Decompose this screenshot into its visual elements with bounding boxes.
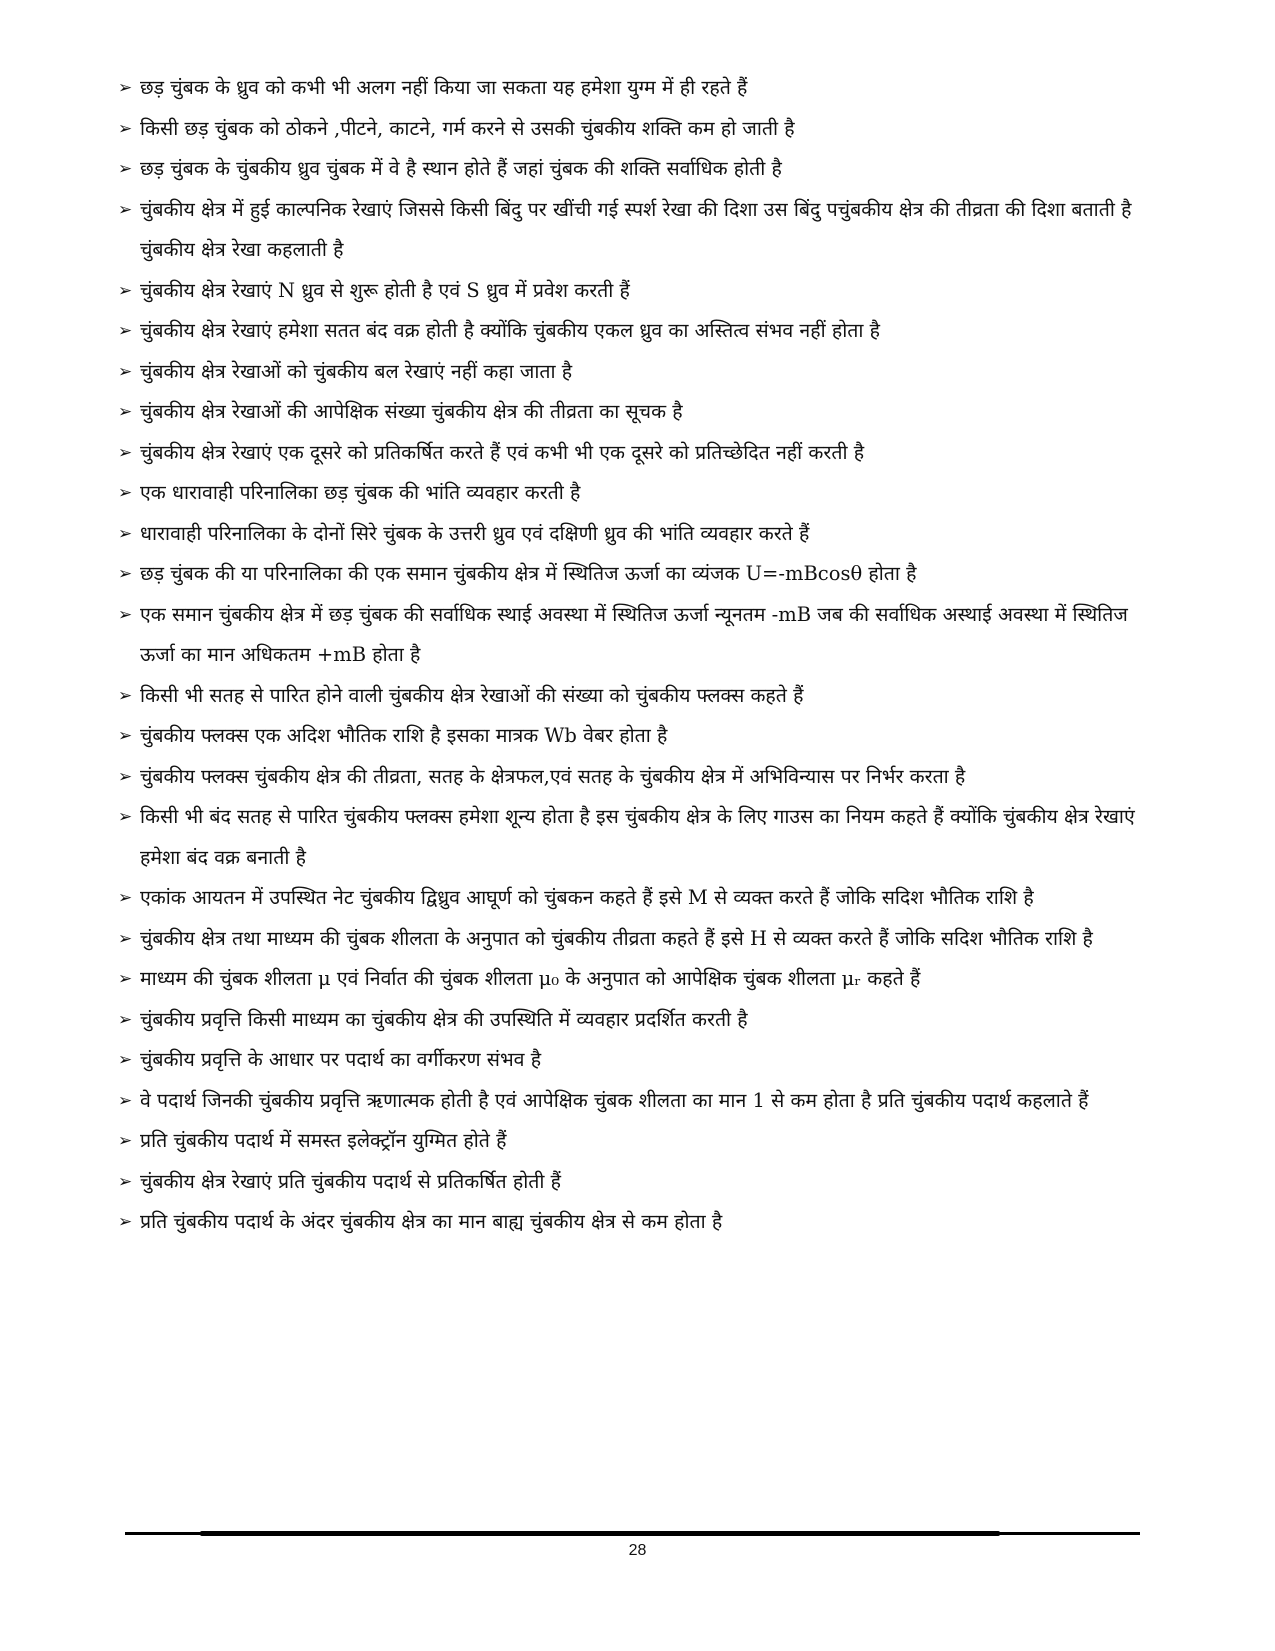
arrow-bullet-icon: ➢ (118, 1009, 133, 1030)
bullet-text: चुंबकीय क्षेत्र रेखाएं हमेशा सतत बंद वक्र होती है क्योंकि चुंबकीय एकल ध्रुव का अस्तित्व संभव नहीं होता है (140, 319, 880, 342)
arrow-bullet-icon: ➢ (118, 1131, 133, 1151)
bullet-text: एकांक आयतन में उपस्थित नेट चुंबकीय द्विध्रुव आघूर्ण को चुंबकन कहते हैं इसे M से व्यक्त करते हैं जोकि सदिश भौतिक राशि है (140, 886, 1034, 909)
bullet-text: धारावाही परिनालिका के दोनों सिरे चुंबक के उत्तरी ध्रुव एवं दक्षिणी ध्रुव की भांति व्यवहार करते हैं (140, 521, 810, 545)
bullet-text: किसी भी बंद सतह से पारित चुंबकीय फ्लक्स हमेशा शून्य होता है इस चुंबकीय क्षेत्र के लिए गाउस का नियम कहते हैं क्योंकि चुंबकीय क्षेत्र रेखाएं हमेशा बंद वक्र बनाती है (140, 805, 1135, 869)
bullet-item (118, 1121, 1168, 1162)
bullet-text: चुंबकीय क्षेत्र रेखाओं को चुंबकीय बल रेखाएं नहीं कहा जाता है (140, 359, 573, 383)
bullet-text: चुंबकीय फ्लक्स चुंबकीय क्षेत्र की तीव्रता, सतह के क्षेत्रफल,एवं सतह के चुंबकीय क्षेत्र में अभिविन्यास पर निर्भर करता है (140, 764, 966, 788)
bullet-item (118, 514, 1168, 555)
arrow-bullet-icon: ➢ (118, 199, 133, 220)
bullet-text: एक समान चुंबकीय क्षेत्र में छड़ चुंबक की सर्वाधिक स्थाई अवस्था में स्थितिज ऊर्जा न्यूनतम -mB जब की सर्वाधिक अस्थाई अवस्था में स्थितिज ऊर्जा का मान अधिकतम +mB होता है (140, 602, 1128, 666)
bullet-text: चुंबकीय क्षेत्र में हुई काल्पनिक रेखाएं जिससे किसी बिंदु पर खींची गई स्पर्श रेखा की दिशा उस बिंदु पचुंबकीय क्षेत्र की तीव्रता की दिशा बताती है चुंबकीय क्षेत्र रेखा कहलाती है (140, 197, 1132, 261)
arrow-bullet-icon: ➢ (118, 78, 133, 98)
bullet-text: छड़ चुंबक की या परिनालिका की एक समान चुंबकीय क्षेत्र में स्थितिज ऊर्जा का व्यंजक U=-mBcosθ होता है (140, 562, 917, 585)
arrow-bullet-icon: ➢ (118, 807, 133, 827)
bullet-item (118, 1000, 1168, 1041)
bullet-item (118, 757, 1168, 798)
bullet-item (118, 190, 1168, 271)
bullet-item (118, 433, 1168, 474)
bullet-item (118, 959, 1168, 1000)
bullet-text: किसी भी सतह से पारित होने वाली चुंबकीय क्षेत्र रेखाओं की संख्या को चुंबकीय फ्लक्स कहते हैं (140, 683, 804, 707)
bullet-text: प्रति चुंबकीय पदार्थ में समस्त इलेक्ट्रॉन युग्मित होते हैं (140, 1129, 507, 1152)
bullet-text: चुंबकीय क्षेत्र रेखाएं N ध्रुव से शुरू होती है एवं S ध्रुव में प्रवेश करती हैं (140, 278, 630, 302)
bullet-text: माध्यम की चुंबक शीलता μ एवं निर्वात की चुंबक शीलता μ₀ के अनुपात को आपेक्षिक चुंबक शीलता μᵣ कहते हैं (140, 967, 921, 990)
bullet-item (118, 392, 1168, 433)
bullet-item (118, 676, 1168, 717)
arrow-bullet-icon: ➢ (118, 483, 133, 503)
bullet-text: चुंबकीय प्रवृत्ति के आधार पर पदार्थ का वर्गीकरण संभव है (140, 1048, 542, 1071)
bullet-item (118, 311, 1168, 352)
bullet-text: प्रति चुंबकीय पदार्थ के अंदर चुंबकीय क्षेत्र का मान बाह्य चुंबकीय क्षेत्र से कम होता है (140, 1210, 723, 1233)
bullet-item (118, 352, 1168, 393)
page-number: 28 (628, 1542, 647, 1559)
bullet-item (118, 554, 1168, 595)
bullet-item (118, 1040, 1168, 1081)
footer-divider-accent (200, 1531, 1000, 1536)
bullet-list (118, 68, 1168, 1243)
arrow-bullet-icon: ➢ (118, 766, 133, 787)
arrow-bullet-icon: ➢ (118, 159, 133, 179)
bullet-item (118, 1081, 1168, 1122)
arrow-bullet-icon: ➢ (118, 442, 133, 463)
bullet-text: वे पदार्थ जिनकी चुंबकीय प्रवृत्ति ऋणात्मक होती है एवं आपेक्षिक चुंबक शीलता का मान 1 से कम होता है प्रति चुंबकीय पदार्थ कहलाते हैं (140, 1088, 1089, 1112)
arrow-bullet-icon: ➢ (118, 928, 133, 949)
arrow-bullet-icon: ➢ (118, 726, 133, 746)
arrow-bullet-icon: ➢ (118, 1050, 133, 1070)
bullet-item (118, 271, 1168, 312)
arrow-bullet-icon: ➢ (118, 280, 133, 301)
bullet-text: चुंबकीय प्रवृत्ति किसी माध्यम का चुंबकीय क्षेत्र की उपस्थिति में व्यवहार प्रदर्शित करती है (140, 1007, 748, 1031)
arrow-bullet-icon: ➢ (118, 969, 133, 989)
arrow-bullet-icon: ➢ (118, 888, 133, 908)
arrow-bullet-icon: ➢ (118, 361, 133, 382)
bullet-text: चुंबकीय क्षेत्र रेखाओं की आपेक्षिक संख्या चुंबकीय क्षेत्र की तीव्रता का सूचक है (140, 400, 683, 423)
bullet-item (118, 595, 1168, 676)
bullet-text: छड़ चुंबक के चुंबकीय ध्रुव चुंबक में वे है स्थान होते हैं जहां चुंबक की शक्ति सर्वाधिक होती है (140, 157, 782, 180)
bullet-item (118, 1202, 1168, 1243)
bullet-item (118, 716, 1168, 757)
arrow-bullet-icon: ➢ (118, 402, 133, 422)
bullet-text: चुंबकीय फ्लक्स एक अदिश भौतिक राशि है इसका मात्रक Wb वेबर होता है (140, 724, 668, 747)
bullet-text: किसी छड़ चुंबक को ठोकने ,पीटने, काटने, गर्म करने से उसकी चुंबकीय शक्ति कम हो जाती है (140, 116, 795, 140)
arrow-bullet-icon: ➢ (118, 604, 133, 625)
arrow-bullet-icon: ➢ (118, 321, 133, 341)
arrow-bullet-icon: ➢ (118, 685, 133, 706)
bullet-item (118, 797, 1168, 878)
bullet-text: चुंबकीय क्षेत्र रेखाएं प्रति चुंबकीय पदार्थ से प्रतिकर्षित होती हैं (140, 1169, 561, 1193)
arrow-bullet-icon: ➢ (118, 118, 133, 139)
bullet-text: एक धारावाही परिनालिका छड़ चुंबक की भांति व्यवहार करती है (140, 481, 581, 504)
bullet-item (118, 878, 1168, 919)
bullet-text: छड़ चुंबक के ध्रुव को कभी भी अलग नहीं किया जा सकता यह हमेशा युग्म में ही रहते हैं (140, 76, 748, 99)
arrow-bullet-icon: ➢ (118, 564, 133, 584)
arrow-bullet-icon: ➢ (118, 1212, 133, 1232)
arrow-bullet-icon: ➢ (118, 1171, 133, 1192)
bullet-item (118, 1162, 1168, 1203)
bullet-item (118, 919, 1168, 960)
arrow-bullet-icon: ➢ (118, 523, 133, 544)
bullet-item (118, 109, 1168, 150)
bullet-item (118, 68, 1168, 109)
bullet-text: चुंबकीय क्षेत्र रेखाएं एक दूसरे को प्रतिकर्षित करते हैं एवं कभी भी एक दूसरे को प्रतिच्छेदित नहीं करती है (140, 440, 865, 464)
bullet-item (118, 149, 1168, 190)
bullet-text: चुंबकीय क्षेत्र तथा माध्यम की चुंबक शीलता के अनुपात को चुंबकीय तीव्रता कहते हैं इसे H से व्यक्त करते हैं जोकि सदिश भौतिक राशि है (140, 926, 1093, 950)
arrow-bullet-icon: ➢ (118, 1090, 133, 1111)
bullet-item (118, 473, 1168, 514)
